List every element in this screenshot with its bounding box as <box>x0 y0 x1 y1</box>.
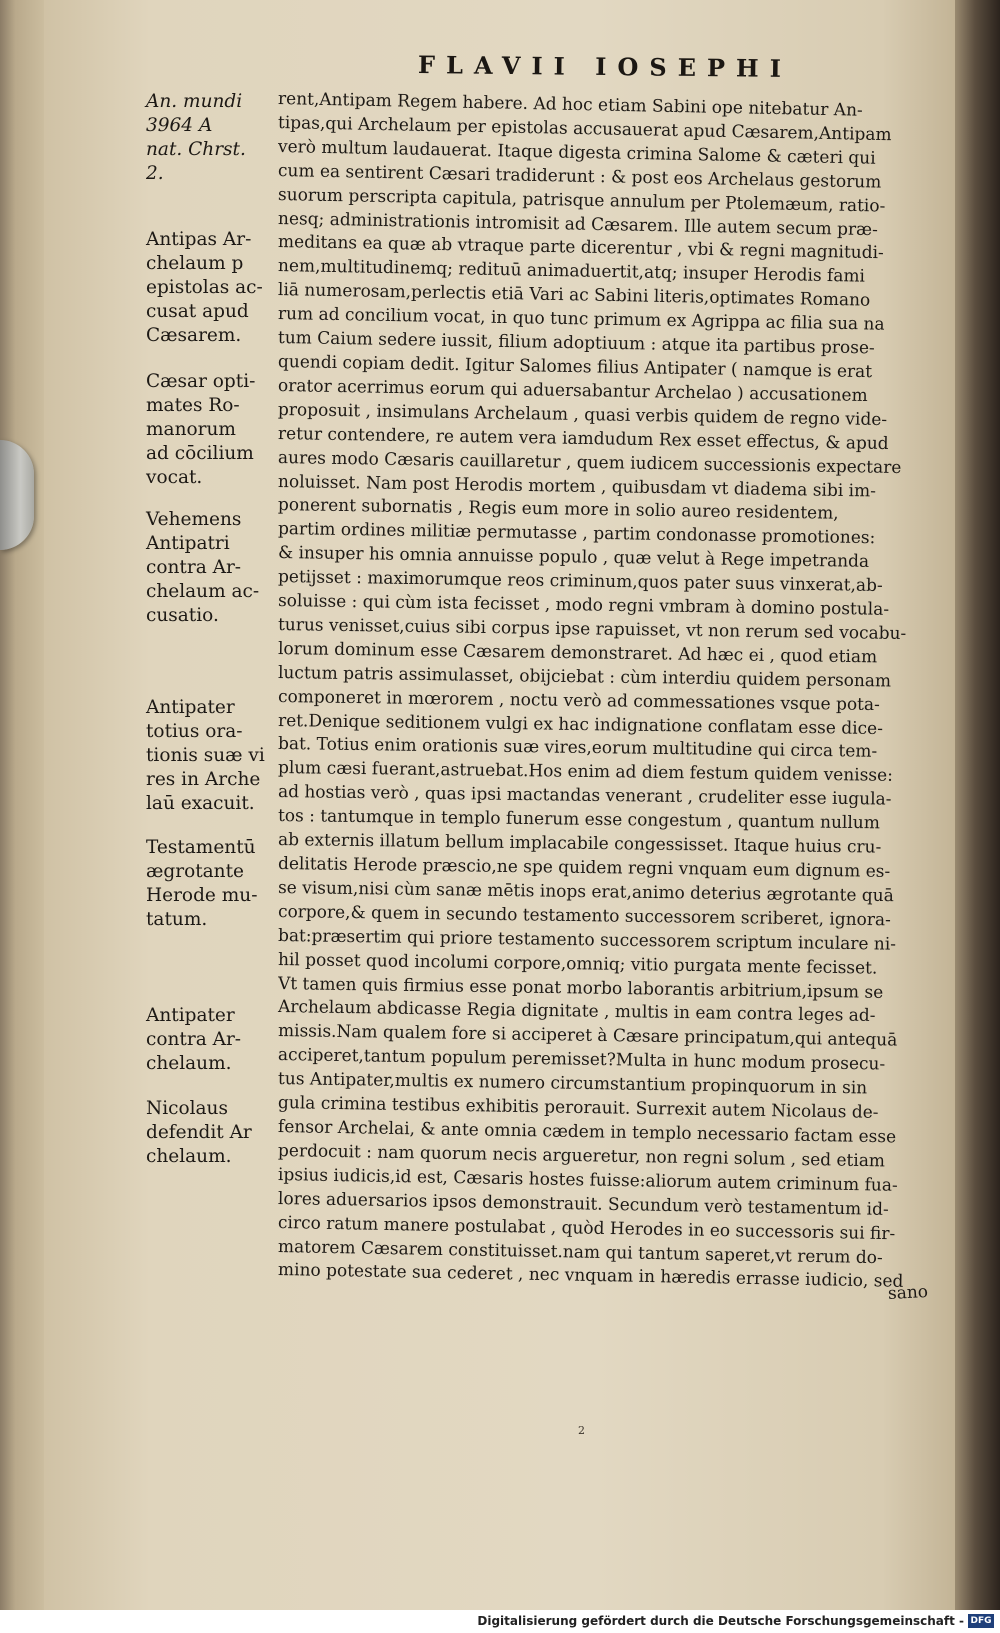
text-line: gula crimina testibus exhibitis perorauit. Surrexit autem Nicolaus de- <box>277 1093 879 1123</box>
margin-note-line: Antipatri <box>146 533 230 554</box>
margin-note-line: Vehemens <box>146 509 242 530</box>
text-line: missis.Nam qualem fore si acciperet à Cæsare principatum,qui antequā <box>277 1021 898 1051</box>
margin-note-line: chelaum. <box>146 1053 232 1074</box>
margin-note-line: contra Ar- <box>146 1029 242 1050</box>
text-line: soluisse : qui cùm ista fecisset , modo regni vmbram à domino postula- <box>277 591 890 620</box>
margin-note <box>146 90 271 186</box>
text-line: acciperet,tantum populum peremisset?Multa in hunc modum prosecu- <box>277 1045 886 1075</box>
text-line: suorum perscripta capitula, patrisque annulum per Ptolemæum, ratio- <box>277 184 886 217</box>
book-clasp <box>0 440 34 550</box>
text-line: matorem Cæsarem constituisset.nam qui tantum saperet,vt rerum do- <box>277 1236 883 1268</box>
text-line: circo ratum manere postulabat , quòd Herodes in eo successoris sui fir- <box>277 1212 896 1244</box>
signature-mark: 2 <box>578 1424 585 1437</box>
margin-note-line: vocat. <box>146 467 203 488</box>
margin-note-line: nat. Chrst. <box>146 139 246 160</box>
margin-note <box>146 836 271 932</box>
margin-note <box>146 228 271 348</box>
text-line: ad hostias verò , quas ipsi mactandas venerant , crudeliter esse iugula- <box>277 782 892 810</box>
margin-note <box>146 370 271 490</box>
text-line: hil posset quod incolumi corpore,omniq; vitio purgata mente fecisset. <box>277 949 878 979</box>
text-line: Vt tamen quis firmius esse ponat morbo laborantis arbitrium,ipsum se <box>277 973 884 1003</box>
margin-note-line: An. mundi <box>146 91 243 112</box>
margin-note <box>146 1097 271 1169</box>
text-line: bat. Totius enim orationis suæ vires,eorum multitudine qui circa tem- <box>277 734 878 763</box>
text-line: tus Antipater,multis ex numero circumstantium propinquorum in sin <box>277 1069 868 1099</box>
text-line: lores aduersarios ipsos demonstrauit. Secundum verò testamentum id- <box>277 1188 889 1220</box>
text-line: tipas,qui Archelaum per epistolas accusauerat apud Cæsarem,Antipam <box>277 112 892 146</box>
text-line: retur contendere, re autem vera iamdudum Rex esset effectus, & apud <box>277 423 889 454</box>
running-header: FLAVII IOSEPHI <box>417 50 793 83</box>
footer-credit: Digitalisierung gefördert durch die Deutsche Forschungsgemeinschaft - <box>477 1614 964 1628</box>
margin-note <box>146 696 271 816</box>
text-line: se visum,nisi cùm sanæ mētis inops erat,animo deterius ægrotante quā <box>277 877 894 907</box>
text-line: cum ea sentirent Cæsari tradiderunt : & post eos Archelaus gestorum <box>277 160 882 193</box>
margin-note-line: manorum <box>146 419 236 440</box>
text-line: aures modo Cæsaris cauillaretur , quem iudicem successionis expectare <box>277 447 902 478</box>
margin-note-line: 2. <box>146 163 164 184</box>
margin-note-line: Antipater <box>146 697 235 718</box>
text-line: componeret in mœrorem , noctu verò ad commessationes vsque pota- <box>277 686 880 715</box>
margin-note-line: totius ora- <box>146 721 243 742</box>
text-line: partim ordines militiæ permutasse , partim condonasse promotiones: <box>277 519 876 549</box>
text-line: lorum dominum esse Cæsarem demonstraret. Ad hæc ei , quod etiam <box>277 638 878 668</box>
text-line: corpore,& quem in secundo testamento successorem scriberet, ignora- <box>277 901 891 931</box>
text-line: proposuit , insimulans Archelaum , quasi verbis quidem de regno vide- <box>277 399 888 430</box>
book-edge-right <box>955 0 1000 1610</box>
text-line: orator acerrimus eorum qui aduersabantur Archelao ) accusationem <box>277 375 868 406</box>
text-line: Archelaum abdicasse Regia dignitate , multis in eam contra leges ad- <box>277 997 876 1027</box>
margin-note-line: tatum. <box>146 909 208 930</box>
text-line: delitatis Herode præscio,ne spe quidem regni vnquam eum dignum es- <box>277 854 891 882</box>
text-line: rent,Antipam Regem habere. Ad hoc etiam Sabini ope nitebatur An- <box>277 89 863 121</box>
text-line: ipsius iudicis,id est, Cæsaris hostes fuisse:aliorum autem criminum fua- <box>277 1164 898 1196</box>
text-line: rum ad concilium vocat, in quo tunc primum ex Agrippa ac filia sua na <box>277 304 885 335</box>
text-line: turus venisset,cuius sibi corpus ipse rapuisset, vt non rerum sed vocabu- <box>277 614 907 644</box>
margin-note-line: tionis suæ vi <box>146 745 265 766</box>
text-line: liā numerosam,perlectis etiā Vari ac Sabini literis,optimates Romano <box>277 280 871 311</box>
margin-note-line: ad cōcilium <box>146 443 254 464</box>
text-line: fensor Archelai, & ante omnia cædem in templo necessario factam esse <box>277 1116 897 1148</box>
margin-note <box>146 1004 271 1076</box>
text-line: verò multum laudauerat. Itaque digesta crimina Salome & cæteri qui <box>277 136 876 169</box>
book-gutter-left <box>0 0 44 1633</box>
text-line: quendi copiam dedit. Igitur Salomes filius Antipater ( namque is erat <box>277 351 873 383</box>
margin-note-line: Nicolaus <box>146 1098 228 1119</box>
margin-note-line: ægrotante <box>146 861 244 882</box>
margin-note-line: mates Ro- <box>146 395 240 416</box>
text-line: mino potestate sua cederet , nec vnquam in hæredis errasse iudicio, sed <box>277 1260 904 1293</box>
margin-note-line: cusat apud <box>146 301 249 322</box>
text-line: petijsset : maximorumque reos criminum,quos pater suus vinxerat,ab- <box>277 567 883 597</box>
margin-note-line: contra Ar- <box>146 557 242 578</box>
text-line: bat:præsertim qui priore testamento successorem scriptum inculare ni- <box>277 925 897 955</box>
margin-note-line: Cæsar opti- <box>146 371 256 392</box>
text-line: meditans ea quæ ab vtraque parte dicerentur , vbi & regni magnitudi- <box>277 232 884 264</box>
margin-note-line: chelaum. <box>146 1146 232 1167</box>
text-line: tum Caium sedere iussit, filium adoptiuum : atque ita partibus prose- <box>277 328 875 359</box>
margin-note-line: Antipater <box>146 1005 235 1026</box>
text-line: ret.Denique seditionem vulgi ex hac indignatione conflatam esse dice- <box>277 710 884 739</box>
catchword: sano <box>887 1281 929 1305</box>
text-line: & insuper his omnia annuisse populo , quæ velut à Rege impetranda <box>277 543 870 573</box>
margin-note-line: laū exacuit. <box>146 793 255 814</box>
text-line: plum cæsi fuerant,astruebat.Hos enim ad diem festum quidem venisse: <box>277 758 893 787</box>
margin-note-line: defendit Ar <box>146 1122 252 1143</box>
text-line: noluisset. Nam post Herodis mortem , quibusdam vt diadema sibi im- <box>277 471 877 501</box>
margin-note-line: res in Arche <box>146 769 261 790</box>
text-line: nesq; administrationis intromisit ad Cæsarem. Ille autem secum præ- <box>277 208 878 240</box>
text-line: ponerent subornatis , Regis eum more in solio aureo residentem, <box>277 495 839 525</box>
margin-note <box>146 508 271 628</box>
text-line: luctum patris assimulasset, obijciebat : cùm interdiu quidem personam <box>277 662 892 692</box>
margin-note-line: epistolas ac- <box>146 277 263 298</box>
margin-note-line: Herode mu- <box>146 885 258 906</box>
text-line: ab externis illatum bellum implacabile congessisset. Itaque huius cru- <box>277 830 882 858</box>
margin-note-line: Antipas Ar- <box>146 229 252 250</box>
margin-note-line: chelaum ac- <box>146 581 260 602</box>
dfg-logo: DFG <box>968 1614 994 1628</box>
text-line: nem,multitudinemq; redituū animaduertit,atq; insuper Herodis fami <box>277 256 866 287</box>
margin-note-line: Cæsarem. <box>146 325 242 346</box>
margin-note-line: chelaum p <box>146 253 244 274</box>
margin-note-line: Testamentū <box>146 837 256 858</box>
margin-note-line: cusatio. <box>146 605 219 626</box>
text-line: perdocuit : nam quorum necis argueretur, non regni solum , sed etiam <box>277 1140 886 1172</box>
margin-note-line: 3964 A <box>146 115 213 136</box>
text-line: tos : tantumque in templo funerum esse congestum , quantum nullum <box>277 806 880 834</box>
